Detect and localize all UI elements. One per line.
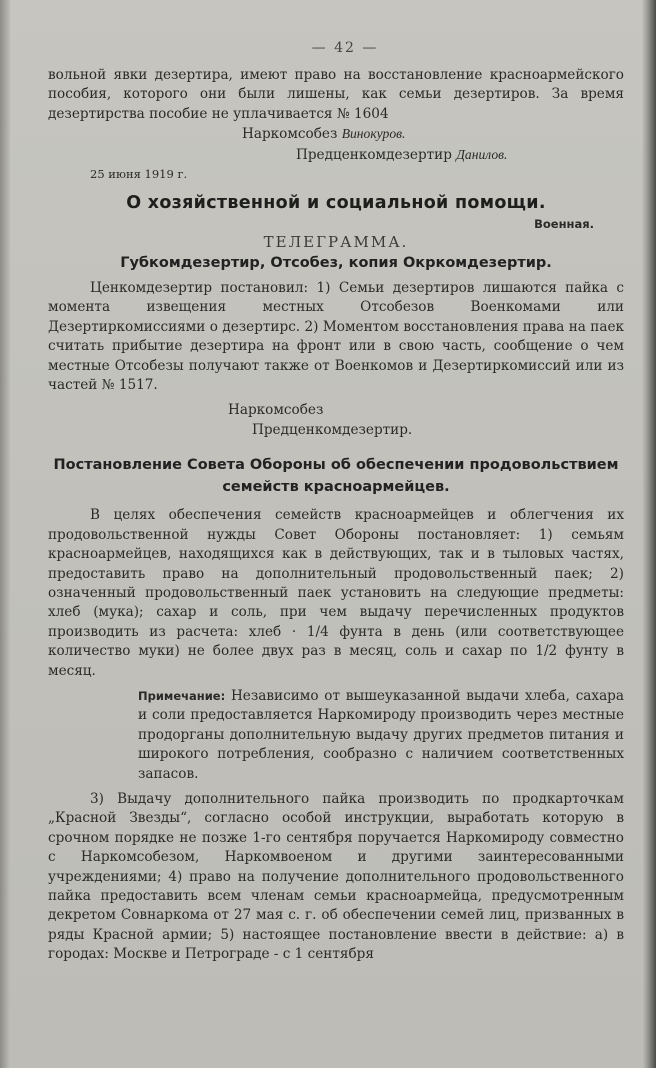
intro-paragraph: вольной явки дезертира, имеют право на восстановление красноармейского пособия, которого они были лишены, как семьи дезертиров. За время дезертирства пособие не уплачивается № 1604 <box>48 67 624 122</box>
signature-name: Винокуров. <box>341 126 406 142</box>
page-right-edge <box>642 0 656 1068</box>
decree-paragraph-3: 3) Выдачу дополнительного пайка производить по продкарточкам „Красной Звезды“, согласно особой инструкции, выработать которую в срочном порядке не позже 1-го сентября поручается Наркомироду совместно с Наркомсобезом, Наркомвоеном и другими заинтересованными учреждениями; 4) право на получение дополнительного продовольственного пайка предоставить всем членам семьи красноармейца, предусмотренным декретом Совнаркома от 27 мая с. г. об обеспечении семей лиц, призванных в ряды Красной армии; 5) настоящее постановление ввести в действие: а) в городах: Москве и Петрограде - с 1 сентября <box>48 790 624 963</box>
signature2-line1: Наркомсобез <box>228 402 324 419</box>
telegram-title: ТЕЛЕГРАММА. <box>263 233 409 252</box>
page-number: — 42 — <box>311 40 379 56</box>
note-text: Независимо от вышеуказанной выдачи хлеба, сахара и соли предоставляется Наркомироду производить через местные продорганы дополнительную выдачу других предметов питания и широкого потребления, сообразно с наличием соответственных запасов. <box>138 687 624 782</box>
page-left-edge <box>0 0 10 1068</box>
telegram-addressee: Губкомдезертир, Отсобез, копия Окркомдезертир. <box>120 255 552 272</box>
decree-title: Постановление Совета Обороны об обеспечении продовольствием семейств красноармейцев. <box>53 457 619 496</box>
signature2-line2: Предценкомдезертир. <box>252 421 413 438</box>
military-tag: Военная. <box>534 217 594 232</box>
telegram-body: Ценкомдезертир постановил: 1) Семьи дезертиров лишаются пайка с момента извещения местных Отсобезов Военкомами или Дезертиркомиссиями о дезертирс. 2) Моментом восстановления права на паек считать прибытие дезертира на фронт или в свою часть, сообщение о чем местные Отсобезы получают также от Военкомов и Дезертиркомиссий или из частей № 1517. <box>48 280 624 394</box>
decree-note <box>48 687 624 784</box>
signature-narkomsobez <box>48 124 624 144</box>
note-label: Примечание: <box>138 688 226 703</box>
document-date: 25 июня 1919 г. <box>90 167 188 182</box>
section-title: О хозяйственной и социальной помощи. <box>126 193 546 214</box>
signature-label: Наркомсобез <box>242 126 338 143</box>
signature-name: Данилов. <box>456 146 508 162</box>
signature-label: Предценкомдезертир <box>296 146 452 163</box>
signature-predcenkom <box>48 145 624 165</box>
decree-paragraph-1: В целях обеспечения семейств красноармейцев и облегчения их продовольственной нужды Совет Обороны постановляет: 1) семьям красноармейцев, находящихся как в действующих, так и в тыловых частях, предоставить право на дополнительный продовольственный паек; 2) означенный продовольственный паек установить на следующие предметы: хлеб (мука); сахар и соль, при чем выдачу перечисленных продуктов производить из расчета: хлеб · 1/4 фунта в день (или соответствующее количество муки) не более двух раз в месяц, соль и сахар по 1/2 фунту в месяц. <box>48 507 624 679</box>
